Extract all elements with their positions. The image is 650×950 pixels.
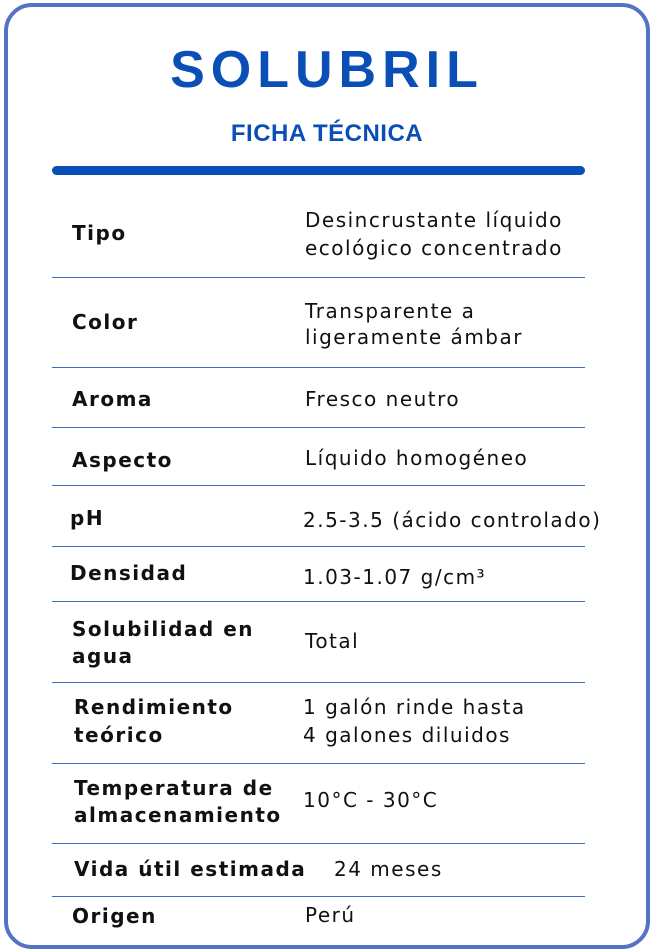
spec-label-line2: almacenamiento [74, 803, 282, 827]
spec-value: 10°C - 30°C [303, 788, 439, 812]
spec-value-line1: Desincrustante líquido [305, 208, 563, 232]
spec-label-line1: Temperatura de [74, 776, 274, 800]
spec-sheet-card [4, 3, 650, 949]
spec-value-line2: ligeramente ámbar [305, 325, 523, 349]
spec-row-tipo [52, 197, 585, 278]
spec-row-temperatura [52, 764, 585, 844]
spec-value: 1.03-1.07 g/cm³ [303, 565, 487, 589]
spec-row-vida-util [52, 844, 585, 897]
spec-row-aroma [52, 368, 585, 428]
spec-value: 2.5-3.5 (ácido controlado) [303, 508, 602, 532]
spec-label-line2: agua [72, 644, 134, 668]
spec-value-line2: ecológico concentrado [305, 236, 563, 260]
spec-label: Vida útil estimada [74, 857, 307, 881]
spec-value: Líquido homogéneo [305, 446, 529, 470]
spec-label: Color [72, 310, 139, 334]
spec-label: Aroma [72, 387, 153, 411]
spec-value: Total [305, 629, 360, 653]
spec-label: Tipo [72, 221, 127, 245]
spec-row-rendimiento [52, 683, 585, 764]
spec-label: pH [70, 506, 105, 530]
spec-row-aspecto [52, 428, 585, 486]
spec-label: Densidad [70, 561, 188, 585]
spec-value-line1: Transparente a [305, 299, 476, 323]
title-divider-bar [52, 166, 585, 175]
spec-value: 24 meses [334, 857, 443, 881]
product-title: SOLUBRIL [170, 41, 484, 99]
spec-row-ph [52, 486, 602, 547]
sheet-subtitle: FICHA TÉCNICA [230, 120, 424, 147]
spec-label: Origen [72, 904, 157, 928]
spec-label-line1: Solubilidad en [72, 617, 255, 641]
spec-value-line2: 4 galones diluidos [303, 723, 511, 747]
spec-row-densidad [52, 547, 585, 602]
spec-label-line2: teórico [74, 723, 164, 747]
spec-value: Perú [305, 903, 356, 927]
spec-row-origen [52, 897, 585, 937]
spec-value-line1: 1 galón rinde hasta [303, 695, 526, 719]
spec-row-solubilidad [52, 602, 585, 683]
spec-value: Fresco neutro [305, 387, 461, 411]
spec-label: Aspecto [72, 448, 173, 472]
spec-row-color [52, 278, 585, 368]
spec-label-line1: Rendimiento [74, 695, 234, 719]
